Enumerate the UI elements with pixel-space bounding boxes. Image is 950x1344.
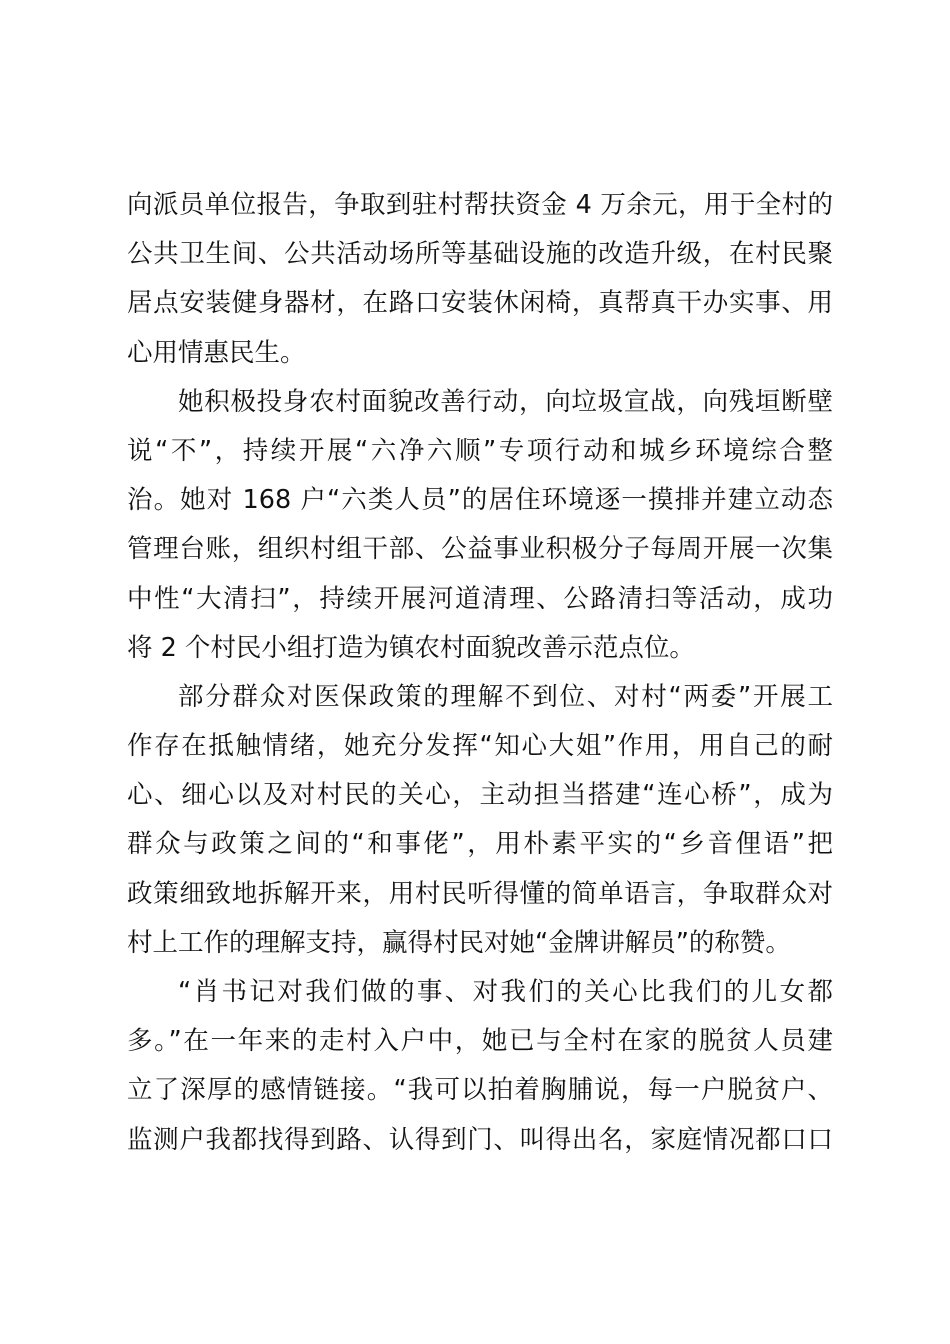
text-line: 公共卫生间、公共活动场所等基础设施的改造升级，在村民聚: [127, 239, 833, 270]
paragraph: [127, 968, 833, 1165]
text-line: 治。她对 168 户“六类人员”的居住环境逐一摸排并建立动态: [127, 485, 833, 516]
text-line: 群众与政策之间的“和事佬”，用朴素平实的“乡音俚语”把: [127, 829, 833, 860]
text-line: 将 2 个村民小组打造为镇农村面貌改善示范点位。: [127, 632, 695, 663]
paragraph: [127, 378, 833, 673]
text-line: 居点安装健身器材，在路口安装休闲椅，真帮真干办实事、用: [127, 288, 833, 319]
text-line: 向派员单位报告，争取到驻村帮扶资金 4 万余元，用于全村的: [127, 190, 833, 220]
text-line: 中性“大清扫”，持续开展河道清理、公路清扫等活动，成功: [127, 583, 833, 614]
text-line: 心、细心以及对村民的关心，主动担当搭建“连心桥”，成为: [127, 780, 833, 811]
text-line: 监测户我都找得到路、认得到门、叫得出名，家庭情况都口口: [127, 1124, 833, 1155]
text-line: 心用情惠民生。: [127, 337, 306, 368]
text-line: 说“不”，持续开展“六净六顺”专项行动和城乡环境综合整: [127, 435, 833, 466]
text-line: “肖书记对我们做的事、对我们的关心比我们的儿女都: [178, 977, 833, 1007]
text-line: 政策细致地拆解开来，用村民听得懂的简单语言，争取群众对: [127, 878, 833, 909]
body-text: [127, 181, 833, 1165]
paragraph: [127, 181, 833, 378]
text-line: 村上工作的理解支持，赢得村民对她“金牌讲解员”的称赞。: [127, 927, 791, 958]
text-line: 立了深厚的感情链接。“我可以拍着胸脯说，每一户脱贫户、: [127, 1075, 833, 1106]
text-line: 作存在抵触情绪，她充分发挥“知心大姐”作用，用自己的耐: [127, 731, 833, 762]
text-line: 管理台账，组织村组干部、公益事业积极分子每周开展一次集: [127, 534, 833, 565]
text-line: 多。”在一年来的走村入户中，她已与全村在家的脱贫人员建: [127, 1026, 833, 1057]
paragraph: [127, 673, 833, 968]
text-line: 她积极投身农村面貌改善行动，向垃圾宣战，向残垣断壁: [178, 386, 833, 417]
text-line: 部分群众对医保政策的理解不到位、对村“两委”开展工: [178, 681, 833, 712]
